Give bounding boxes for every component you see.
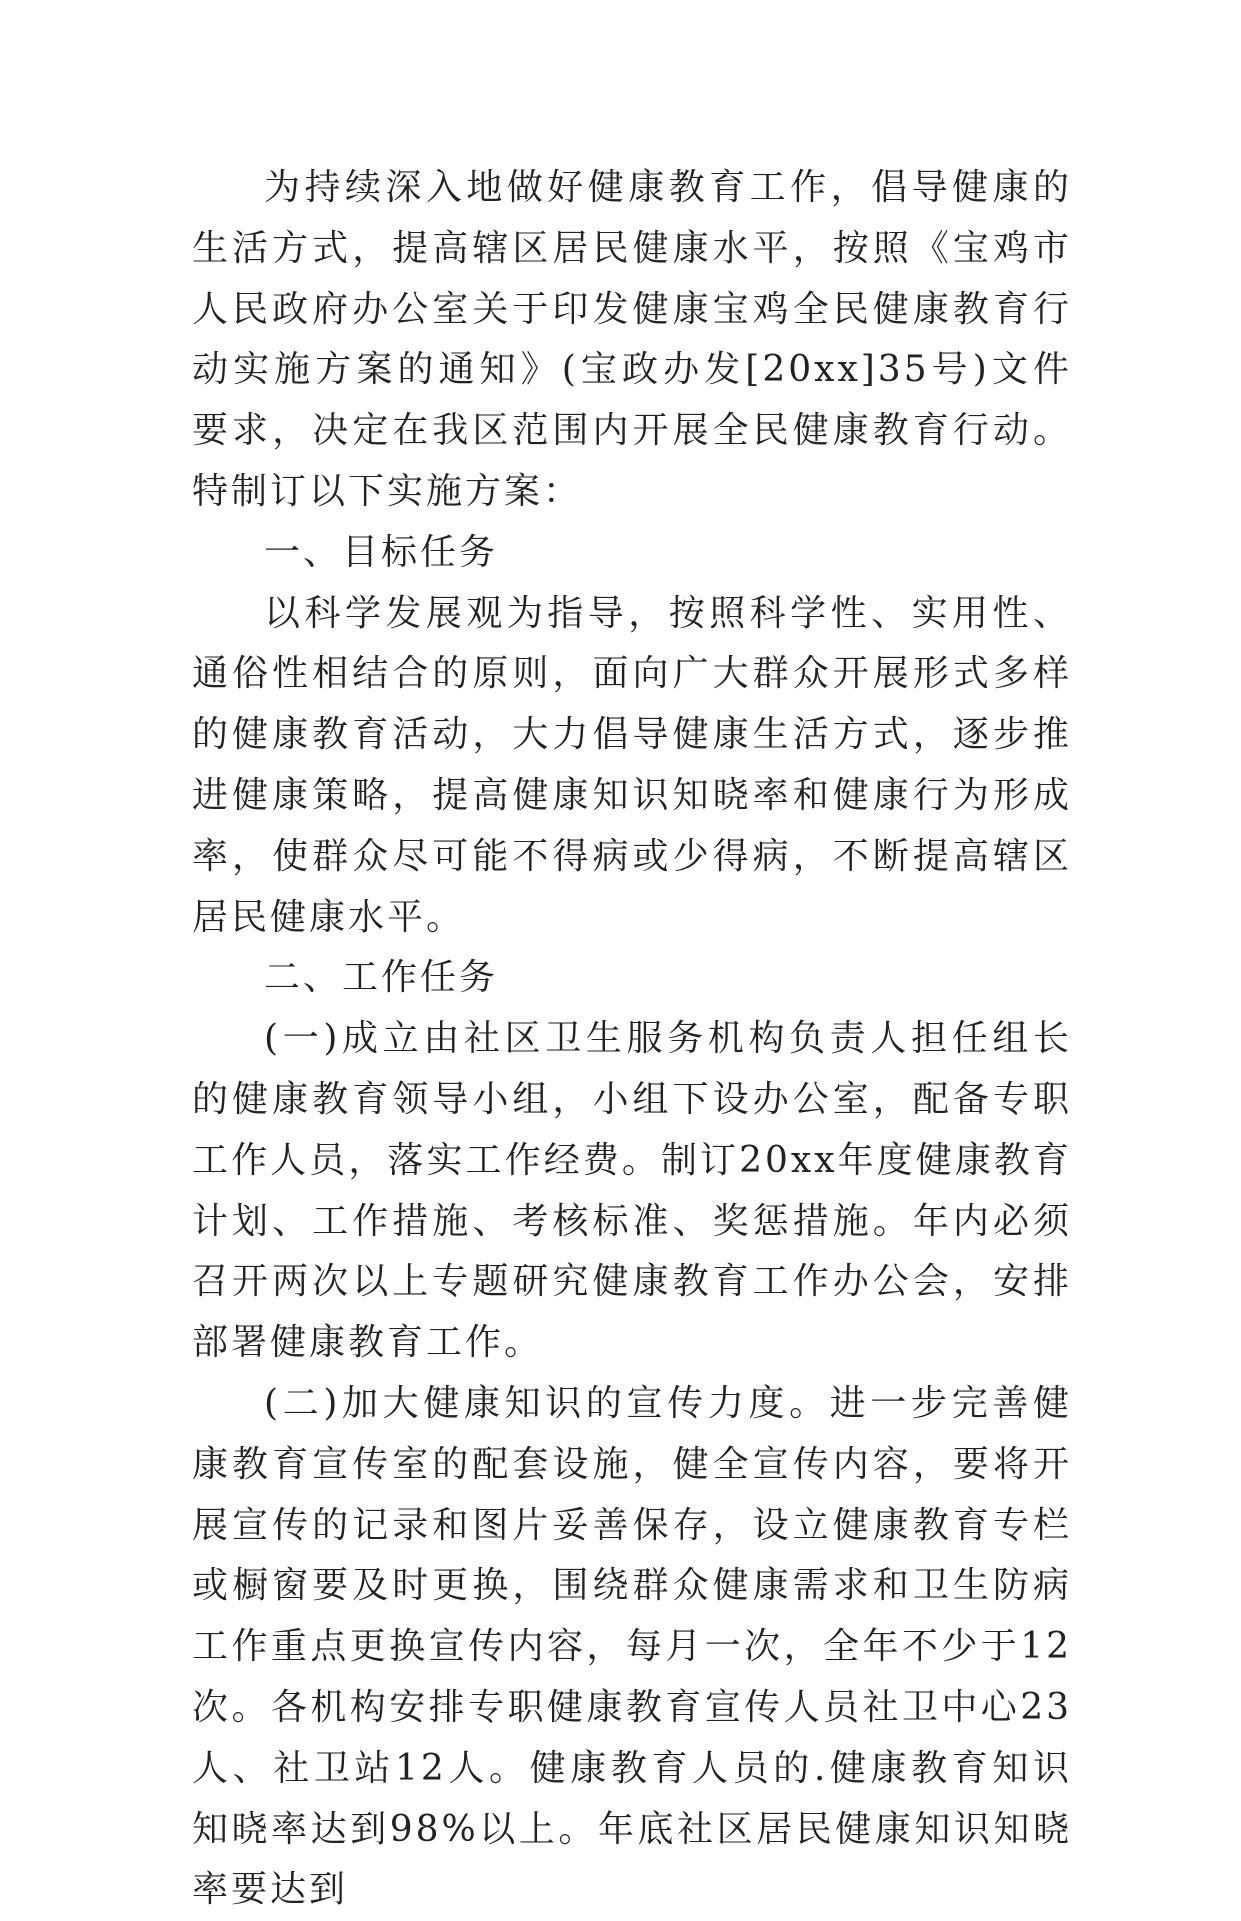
section-heading-tasks: 二、工作任务 xyxy=(264,957,499,999)
document-body xyxy=(192,158,1072,1921)
section-heading-goals: 一、目标任务 xyxy=(264,531,499,573)
goals-paragraph: 以科学发展观为指导，按照科学性、实用性、通俗性相结合的原则，面向广大群众开展形式多样的健康教育活动，大力倡导健康生活方式，逐步推进健康策略，提高健康知识知晓率和健康行为形成率，使群众尽可能不得病或少得病，不断提高辖区居民健康水平。 xyxy=(192,592,1072,938)
task-paragraph-1: (一)成立由社区卫生服务机构负责人担任组长的健康教育领导小组，小组下设办公室，配备专职工作人员，落实工作经费。制订20xx年度健康教育计划、工作措施、考核标准、奖惩措施。年内必须召开两次以上专题研究健康教育工作办公会，安排部署健康教育工作。 xyxy=(192,1018,1072,1364)
intro-paragraph: 为持续深入地做好健康教育工作，倡导健康的生活方式，提高辖区居民健康水平，按照《宝鸡市人民政府办公室关于印发健康宝鸡全民健康教育行动实施方案的通知》(宝政办发[20xx]35号)文件要求，决定在我区范围内开展全民健康教育行动。特制订以下实施方案： xyxy=(192,167,1072,512)
task-paragraph-2: (二)加大健康知识的宣传力度。进一步完善健康教育宣传室的配套设施，健全宣传内容，要将开展宣传的记录和图片妥善保存，设立健康教育专栏或橱窗要及时更换，围绕群众健康需求和卫生防病工作重点更换宣传内容，每月一次，全年不少于12次。各机构安排专职健康教育宣传人员社卫中心23人、社卫站12人。健康教育人员的.健康教育知识知晓率达到98%以上。年底社区居民健康知识知晓率要达到 xyxy=(192,1382,1072,1911)
